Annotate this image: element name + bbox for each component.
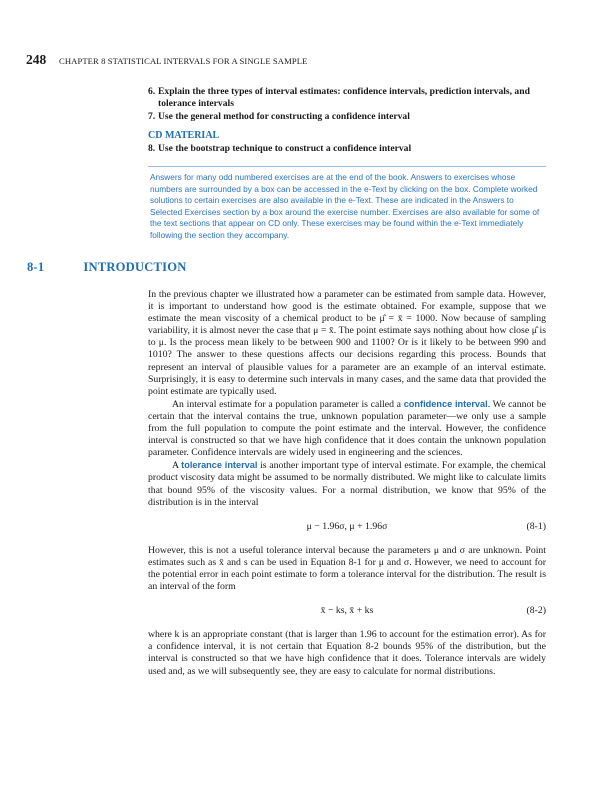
paragraph-text: A (172, 460, 182, 472)
cd-material-heading: CD MATERIAL (148, 129, 220, 141)
equation-body: μ − 1.96σ, μ + 1.96σ (306, 520, 388, 532)
paragraph: However, this is not a useful tolerance interval because the parameters μ and σ are unknown. Point estimates such as x̄ and s can be used in Equation 8-1 for μ and σ. However, we need to account for the potential error in each point estimate to form a tolerance interval for the distribution. The result is an interval of the form (148, 544, 546, 593)
key-term: tolerance interval (181, 460, 258, 471)
chapter-title: CHAPTER 8 STATISTICAL INTERVALS FOR A SINGLE SAMPLE (59, 56, 308, 66)
paragraph: In the previous chapter we illustrated how a parameter can be estimated from sample data. However, it is important to understand how good is the estimate obtained. For example, suppose that we estimate the mean viscosity of a chemical product to be μ̂ = x̄ = 1000. Now because of sampling variability, it is almost never the case that μ = x̄. The point estimate says nothing about how close μ̂ is to μ. Is the process mean likely to be between 900 and 1100? Or is it likely to be between 990 and 1010? The answer to these questions affects our decisions regarding this process. Bounds that represent an interval of plausible values for a parameter are an example of an interval estimate. Surprisingly, it is easy to determine such intervals in many cases, and the same data that provided the point estimate are typically used. (148, 289, 546, 397)
section-number: 8-1 (27, 260, 45, 274)
paragraph (148, 459, 546, 508)
objective-number: 8. (148, 142, 156, 154)
objective-text: Explain the three types of interval estimates: confidence intervals, prediction intervals, and tolerance intervals (158, 86, 530, 109)
page-header (26, 52, 586, 68)
equation-number: (8-2) (526, 605, 546, 617)
paragraph-text: . We cannot be certain that the interval contains the true, unknown population parameter—we only use a sample from the full population to compute the point estimate and the interval. However, the confidence interval is constructed so that we have high confidence that it does contain the unknown population parameter. Confidence intervals are widely used in engineering and the sciences. (148, 398, 546, 459)
paragraph: where k is an appropriate constant (that is larger than 1.96 to account for the estimation error). As for a confidence interval, it is not certain that Equation 8-2 bounds 95% of the distribution, but the interval is constructed so that we have high confidence that it does. Tolerance intervals are widely used and, as we will subsequently see, they are easy to calculate for normal distributions. (148, 629, 546, 677)
objective-number: 6. (148, 86, 156, 97)
learning-objectives (148, 86, 548, 156)
key-term: confidence interval (403, 398, 488, 409)
section-title: INTRODUCTION (83, 260, 187, 274)
paragraph-text: is another important type of interval estimate. For example, the chemical product viscosity data might be assumed to be normally distributed. We might like to calculate limits that bound 95% of the viscosity values. For a normal distribution, we know that 95% of the distribution is in the interval (148, 460, 546, 508)
body-text (148, 289, 546, 678)
objective-item (148, 111, 548, 123)
page-number: 248 (26, 52, 47, 67)
objective-text: Use the general method for constructing a confidence interval (158, 111, 410, 123)
equation (148, 605, 546, 617)
objective-number: 7. (148, 111, 156, 123)
section-heading (27, 260, 567, 275)
objective-item (148, 143, 548, 155)
answers-note: Answers for many odd numbered exercises are at the end of the book. Answers to exercises whose numbers are surrounded by a box can be accessed in the e-Text by clicking on the box. Complete worked solutions to certain exercises are also available in the e-Text. These are indicated in the Answers to Selected Exercises section by a box around the exercise number. Exercises are also available for some of the text sections that appear on CD only. These exercises may be found within the e-Text immediately following the section they accompany. (150, 172, 540, 240)
paragraph-text: An interval estimate for a population parameter is called a (172, 398, 404, 410)
objective-item (148, 86, 548, 109)
divider-rule (148, 166, 546, 167)
objective-text: Use the bootstrap technique to construct a confidence interval (158, 142, 412, 154)
equation (148, 521, 546, 533)
equation-body: x̄ − ks, x̄ + ks (320, 605, 374, 617)
paragraph (148, 398, 546, 459)
equation-number: (8-1) (526, 520, 546, 532)
